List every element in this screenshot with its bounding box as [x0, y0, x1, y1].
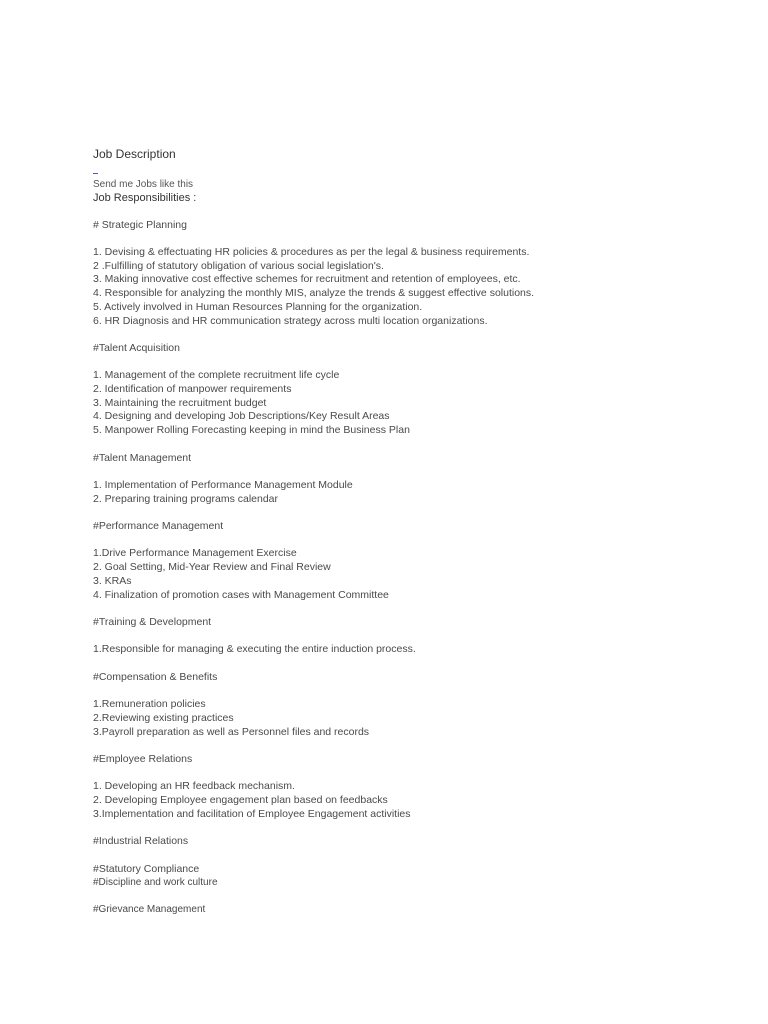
list-item: 3.Payroll preparation as well as Personnel files and records [93, 725, 370, 738]
section-list [93, 479, 733, 506]
list-item: 1. Devising & effectuating HR policies & procedures as per the legal & business requirements. [93, 246, 530, 259]
section-list [93, 780, 733, 821]
list-item: 1.Responsible for managing & executing the entire induction process. [93, 643, 416, 656]
list-item: 2. Preparing training programs calendar [93, 492, 279, 505]
list-item: 1. Management of the complete recruitment life cycle [93, 369, 340, 382]
list-item: 4. Responsible for analyzing the monthly MIS, analyze the trends & suggest effective solutions. [93, 287, 535, 300]
section-compensation-benefits [93, 671, 733, 740]
list-item: 3. KRAs [93, 574, 132, 587]
section-industrial-relations [93, 835, 733, 849]
section-heading: #Statutory Compliance [93, 862, 200, 875]
send-me-jobs-link[interactable]: Send me Jobs like this [93, 179, 194, 190]
section-heading: #Talent Management [93, 451, 192, 464]
section-heading: #Discipline and work culture [93, 877, 218, 889]
link-mark[interactable] [93, 167, 98, 174]
section-heading: #Grievance Management [93, 903, 206, 915]
section-heading: #Talent Acquisition [93, 341, 180, 354]
list-item: 2. Identification of manpower requirements [93, 383, 292, 396]
list-item: 1. Developing an HR feedback mechanism. [93, 780, 295, 793]
list-item: 3.Implementation and facilitation of Employee Engagement activities [93, 807, 411, 820]
section-performance-management [93, 520, 733, 602]
list-item: 3. Maintaining the recruitment budget [93, 396, 267, 409]
list-item: 3. Making innovative cost effective schemes for recruitment and retention of employees, etc. [93, 273, 521, 286]
job-description-document [93, 147, 733, 916]
section-heading: #Employee Relations [93, 752, 193, 765]
section-training-development [93, 616, 733, 657]
section-heading: #Compensation & Benefits [93, 670, 218, 683]
section-list [93, 698, 733, 739]
list-item: 1. Implementation of Performance Management Module [93, 478, 353, 491]
job-responsibilities-label: Job Responsibilities : [93, 192, 197, 204]
list-item: 2.Reviewing existing practices [93, 711, 234, 724]
list-item: 2. Goal Setting, Mid-Year Review and Final Review [93, 561, 331, 574]
section-list [93, 246, 733, 328]
list-item: 1.Remuneration policies [93, 698, 206, 711]
list-item: 5. Manpower Rolling Forecasting keeping in mind the Business Plan [93, 424, 410, 437]
list-item: 4. Finalization of promotion cases with Management Committee [93, 588, 389, 601]
list-item: 2. Developing Employee engagement plan based on feedbacks [93, 794, 388, 807]
section-talent-management [93, 452, 733, 507]
section-talent-acquisition [93, 342, 733, 438]
section-list [93, 547, 733, 602]
list-item: 5. Actively involved in Human Resources Planning for the organization. [93, 300, 423, 313]
section-heading: # Strategic Planning [93, 218, 187, 231]
list-item: 1.Drive Performance Management Exercise [93, 547, 297, 560]
section-grievance-management [93, 903, 733, 916]
list-item: 2 .Fulfilling of statutory obligation of various social legislation's. [93, 259, 384, 272]
section-list [93, 643, 733, 657]
section-heading: #Performance Management [93, 520, 224, 533]
page-title: Job Description [93, 147, 176, 161]
section-strategic-planning [93, 219, 733, 329]
section-heading: #Training & Development [93, 615, 212, 628]
list-item: 4. Designing and developing Job Descriptions/Key Result Areas [93, 410, 390, 423]
section-statutory-compliance [93, 863, 733, 890]
section-employee-relations [93, 753, 733, 822]
list-item: 6. HR Diagnosis and HR communication strategy across multi location organizations. [93, 314, 488, 327]
section-list [93, 369, 733, 438]
section-heading: #Industrial Relations [93, 835, 189, 848]
